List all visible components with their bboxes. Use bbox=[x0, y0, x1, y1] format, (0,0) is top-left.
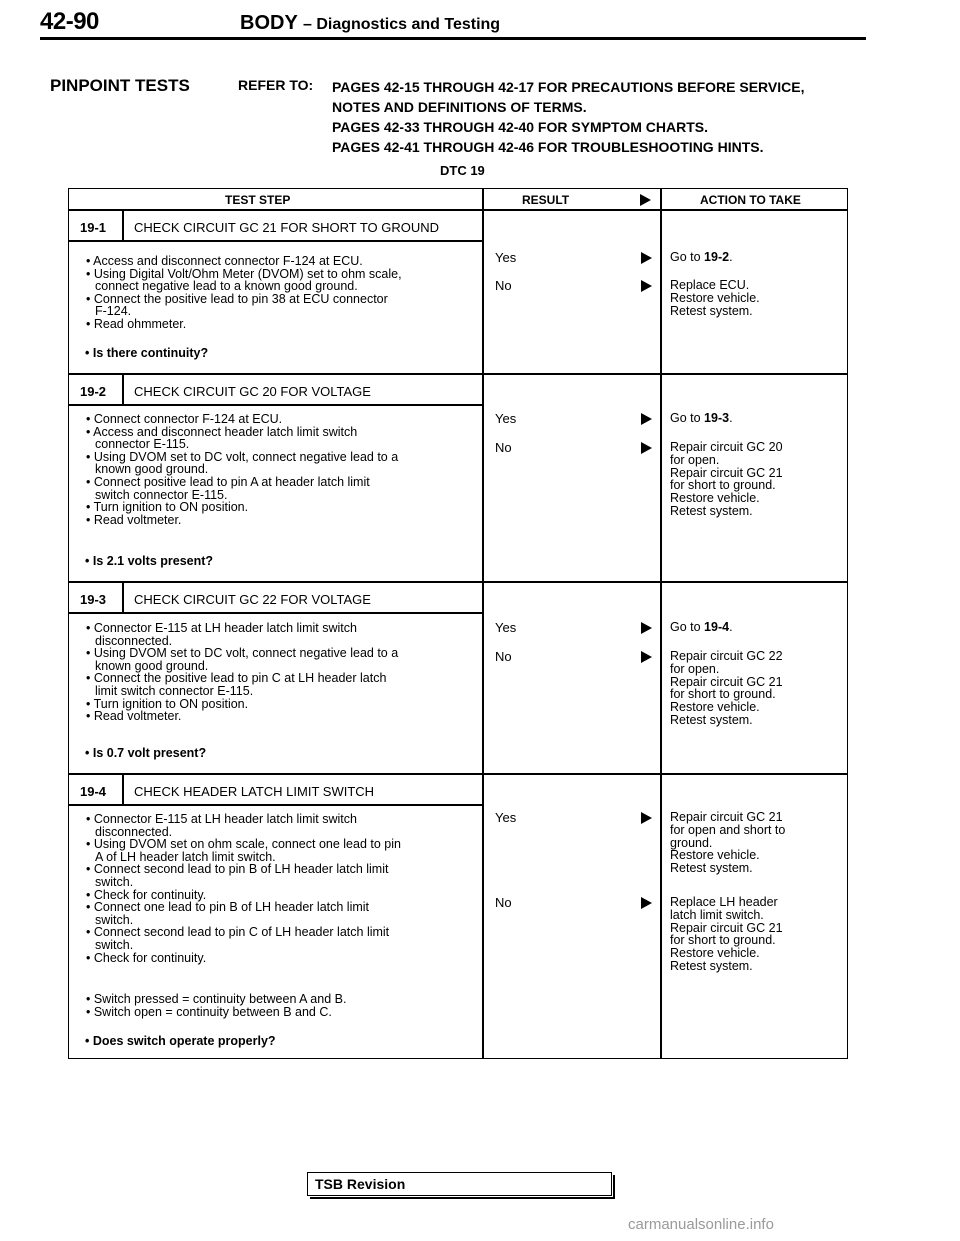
action-line: Repair circuit GC 21 bbox=[670, 810, 783, 824]
result-arrow-icon bbox=[641, 812, 652, 824]
action-text bbox=[670, 251, 733, 264]
instruction-line: • Connector E-115 at LH header latch limit switch bbox=[86, 621, 357, 635]
refer-lines bbox=[332, 77, 804, 157]
action-line: for short to ground. bbox=[670, 478, 776, 493]
header-action: ACTION TO TAKE bbox=[700, 193, 801, 207]
action-step-ref[interactable]: 19-4 bbox=[704, 620, 730, 634]
result-arrow-icon bbox=[641, 897, 652, 909]
action-line: Retest system. bbox=[670, 861, 753, 876]
instruction-line: • Read voltmeter. bbox=[86, 709, 182, 724]
instruction-line: • Using DVOM set on ohm scale, connect one lead to pin bbox=[86, 837, 401, 852]
instruction-line: disconnected. bbox=[95, 633, 173, 648]
action-text bbox=[670, 621, 733, 634]
page-number: 42-90 bbox=[40, 8, 99, 35]
action-line: for open. bbox=[670, 452, 720, 467]
instruction-line: • Connect second lead to pin C of LH header latch limit bbox=[86, 925, 390, 940]
instruction-line: • Using Digital Volt/Ohm Meter (DVOM) set to ohm scale, bbox=[86, 266, 402, 281]
action-line: Restore vehicle. bbox=[670, 848, 760, 863]
instruction-line: • Access and disconnect connector F-124 at ECU. bbox=[86, 254, 363, 268]
action-prefix: Go to bbox=[670, 250, 705, 264]
action-line: for short to ground. bbox=[670, 933, 776, 948]
action-line: Restore vehicle. bbox=[670, 700, 760, 715]
header-rule bbox=[40, 37, 866, 40]
action-line: Restore vehicle. bbox=[670, 946, 760, 961]
note-line: • Switch open = continuity between B and C. bbox=[86, 1004, 332, 1019]
instruction-line: connector E-115. bbox=[95, 437, 190, 452]
action-line: Restore vehicle. bbox=[670, 290, 760, 305]
action-prefix: Go to bbox=[670, 411, 705, 425]
instruction-line: switch connector E-115. bbox=[95, 487, 228, 502]
result-arrow-icon bbox=[641, 413, 652, 425]
instruction-line: • Connect the positive lead to pin C at LH header latch bbox=[86, 671, 387, 686]
step-id-divider bbox=[122, 373, 124, 404]
action-line: Repair circuit GC 22 bbox=[670, 649, 783, 663]
action-line: Replace LH header bbox=[670, 895, 778, 909]
instruction-line: disconnected. bbox=[95, 824, 173, 839]
column-divider bbox=[660, 188, 662, 1059]
step-id-divider bbox=[122, 209, 124, 240]
step-question: • Does switch operate properly? bbox=[85, 1034, 276, 1048]
page-title bbox=[240, 12, 500, 35]
step-divider bbox=[68, 581, 848, 583]
action-line: ground. bbox=[670, 835, 713, 850]
result-arrow-icon bbox=[641, 442, 652, 454]
action-line: Restore vehicle. bbox=[670, 491, 760, 506]
instruction-line: limit switch connector E-115. bbox=[95, 683, 254, 698]
action-prefix: Go to bbox=[670, 620, 705, 634]
header-divider bbox=[68, 209, 848, 211]
refer-line: PAGES 42-15 THROUGH 42-17 FOR PRECAUTIONS BEFORE SERVICE, bbox=[332, 79, 805, 95]
step-id: 19-4 bbox=[80, 784, 107, 799]
page-title-main: BODY bbox=[240, 12, 298, 34]
result-label: No bbox=[495, 649, 512, 664]
step-instructions bbox=[85, 413, 398, 526]
refer-line: NOTES AND DEFINITIONS OF TERMS. bbox=[332, 99, 587, 115]
instruction-line: • Read voltmeter. bbox=[86, 512, 182, 527]
action-line: Retest system. bbox=[670, 303, 753, 318]
step-notes bbox=[85, 993, 346, 1018]
instruction-line: • Using DVOM set to DC volt, connect negative lead to a bbox=[86, 449, 399, 464]
instruction-line: • Turn ignition to ON position. bbox=[86, 500, 249, 515]
tsb-revision-box: TSB Revision bbox=[307, 1172, 612, 1196]
result-label: Yes bbox=[495, 411, 517, 426]
instruction-line: • Check for continuity. bbox=[86, 950, 207, 965]
result-label: No bbox=[495, 895, 512, 910]
step-id-divider bbox=[122, 581, 124, 612]
action-step-ref[interactable]: 19-3 bbox=[704, 411, 730, 425]
step-instructions bbox=[85, 622, 398, 723]
section-title: PINPOINT TESTS bbox=[50, 76, 190, 95]
result-arrow-icon bbox=[641, 651, 652, 663]
result-arrow-icon bbox=[641, 622, 652, 634]
step-id-divider bbox=[122, 773, 124, 804]
result-label: Yes bbox=[495, 810, 517, 825]
step-id: 19-1 bbox=[80, 220, 107, 235]
instruction-line: A of LH header latch limit switch. bbox=[95, 849, 276, 864]
action-line: Repair circuit GC 21 bbox=[670, 465, 783, 480]
watermark: carmanualsonline.info bbox=[628, 1216, 774, 1233]
page-subtitle: – Diagnostics and Testing bbox=[302, 16, 501, 33]
action-line: Replace ECU. bbox=[670, 278, 750, 292]
step-title-divider bbox=[68, 404, 482, 406]
refer-label: REFER TO: bbox=[238, 77, 314, 93]
header-arrow-icon bbox=[640, 194, 651, 206]
step-title-divider bbox=[68, 612, 482, 614]
result-label: No bbox=[495, 440, 512, 455]
instruction-line: • Connect connector F-124 at ECU. bbox=[86, 412, 283, 426]
dtc-label: DTC 19 bbox=[440, 163, 485, 178]
instruction-line: • Access and disconnect header latch limit switch bbox=[86, 424, 358, 439]
action-text bbox=[670, 650, 783, 727]
instruction-line: switch. bbox=[95, 937, 134, 952]
step-title: CHECK CIRCUIT GC 21 FOR SHORT TO GROUND bbox=[134, 220, 440, 235]
step-title: CHECK CIRCUIT GC 22 FOR VOLTAGE bbox=[134, 592, 371, 607]
step-divider bbox=[68, 373, 848, 375]
step-instructions bbox=[85, 813, 401, 964]
instruction-line: F-124. bbox=[95, 304, 132, 319]
action-step-ref[interactable]: 19-2 bbox=[704, 250, 730, 264]
action-line: Retest system. bbox=[670, 712, 753, 727]
action-text bbox=[670, 896, 783, 973]
action-suffix: . bbox=[729, 250, 733, 264]
instruction-line: • Connect second lead to pin B of LH header latch limit bbox=[86, 862, 389, 877]
step-instructions bbox=[85, 255, 402, 331]
instruction-line: • Check for continuity. bbox=[86, 887, 207, 902]
step-title-divider bbox=[68, 804, 482, 806]
action-line: Retest system. bbox=[670, 958, 753, 973]
result-arrow-icon bbox=[641, 280, 652, 292]
note-line: • Switch pressed = continuity between A and B. bbox=[86, 992, 347, 1006]
action-line: for open and short to bbox=[670, 822, 786, 837]
action-suffix: . bbox=[729, 411, 733, 425]
instruction-line: • Connector E-115 at LH header latch limit switch bbox=[86, 812, 357, 826]
instruction-line: switch. bbox=[95, 874, 134, 889]
refer-line: PAGES 42-33 THROUGH 42-40 FOR SYMPTOM CHARTS. bbox=[332, 119, 708, 135]
instruction-line: known good ground. bbox=[95, 658, 209, 673]
instruction-line: • Using DVOM set to DC volt, connect negative lead to a bbox=[86, 646, 399, 661]
step-question: • Is 0.7 volt present? bbox=[85, 746, 207, 760]
action-line: Repair circuit GC 21 bbox=[670, 920, 783, 935]
instruction-line: • Connect one lead to pin B of LH header latch limit bbox=[86, 900, 370, 915]
action-line: for open. bbox=[670, 661, 720, 676]
step-id: 19-3 bbox=[80, 592, 107, 607]
header-result: RESULT bbox=[522, 193, 570, 207]
instruction-line: switch. bbox=[95, 912, 134, 927]
instruction-line: connect negative lead to a known good ground. bbox=[95, 279, 358, 294]
refer-line: PAGES 42-41 THROUGH 42-46 FOR TROUBLESHOOTING HINTS. bbox=[332, 139, 764, 155]
action-line: latch limit switch. bbox=[670, 907, 764, 922]
column-divider bbox=[482, 188, 484, 1059]
step-title: CHECK CIRCUIT GC 20 FOR VOLTAGE bbox=[134, 384, 371, 399]
action-line: Retest system. bbox=[670, 503, 753, 518]
action-text bbox=[670, 412, 733, 425]
action-text bbox=[670, 811, 785, 875]
action-suffix: . bbox=[729, 620, 733, 634]
step-divider bbox=[68, 773, 848, 775]
instruction-line: • Connect the positive lead to pin 38 at ECU connector bbox=[86, 291, 388, 306]
result-label: Yes bbox=[495, 250, 517, 265]
result-label: No bbox=[495, 278, 512, 293]
action-text bbox=[670, 279, 760, 317]
step-question: • Is 2.1 volts present? bbox=[85, 554, 214, 568]
step-title: CHECK HEADER LATCH LIMIT SWITCH bbox=[134, 784, 375, 799]
action-line: Repair circuit GC 21 bbox=[670, 674, 783, 689]
step-question: • Is there continuity? bbox=[85, 346, 209, 360]
result-arrow-icon bbox=[641, 252, 652, 264]
instruction-line: • Read ohmmeter. bbox=[86, 316, 187, 331]
instruction-line: • Turn ignition to ON position. bbox=[86, 696, 249, 711]
step-title-divider bbox=[68, 240, 482, 242]
action-line: Repair circuit GC 20 bbox=[670, 440, 783, 454]
header-test-step: TEST STEP bbox=[225, 193, 291, 207]
instruction-line: • Connect positive lead to pin A at header latch limit bbox=[86, 474, 370, 489]
step-id: 19-2 bbox=[80, 384, 107, 399]
action-line: for short to ground. bbox=[670, 687, 776, 702]
action-text bbox=[670, 441, 783, 518]
result-label: Yes bbox=[495, 620, 517, 635]
instruction-line: known good ground. bbox=[95, 462, 209, 477]
